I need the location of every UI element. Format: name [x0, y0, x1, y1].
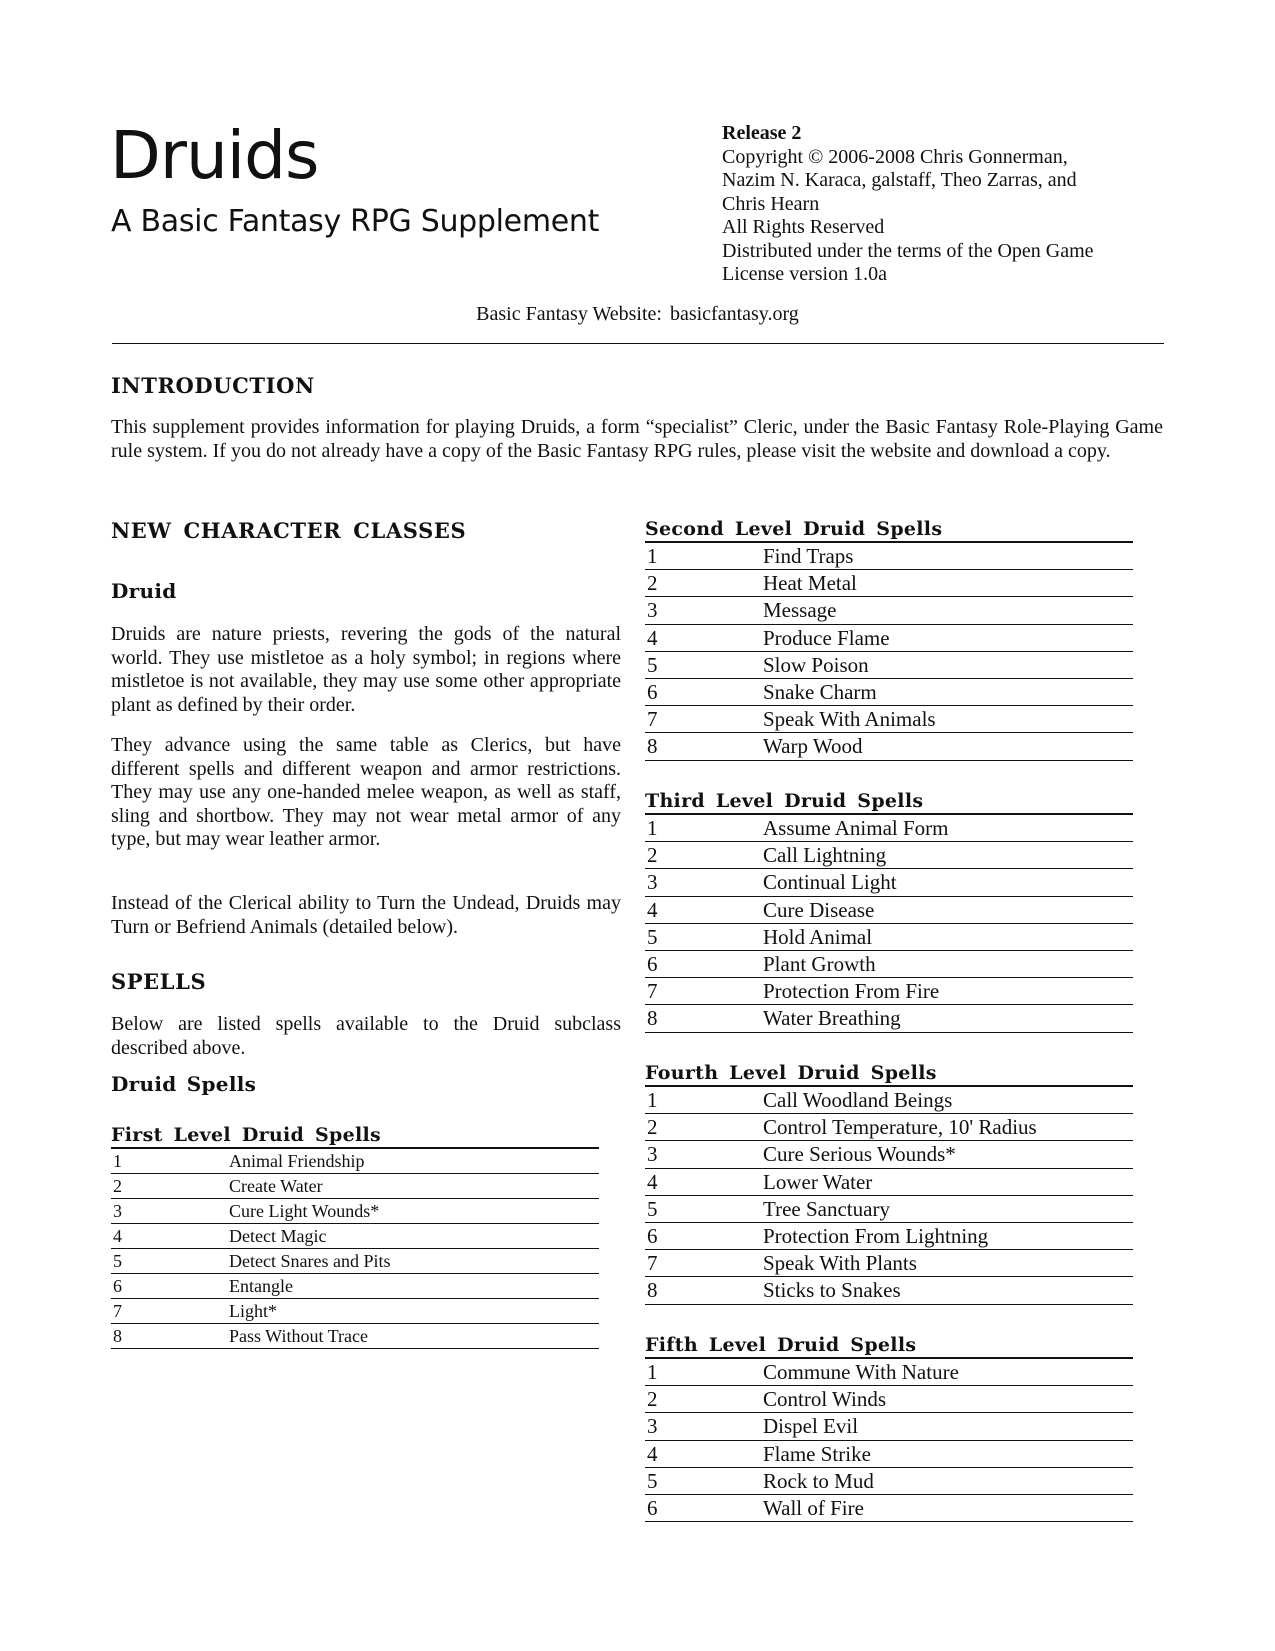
- spell-name: Sticks to Snakes: [763, 1278, 901, 1303]
- spell-name: Detect Magic: [229, 1226, 327, 1246]
- druid-turn-animals: Instead of the Clerical ability to Turn the Undead, Druids may Turn or Befriend Animals (detailed below).: [111, 892, 621, 938]
- copyright-line: License version 1.0a: [722, 263, 887, 285]
- spell-number: 2: [647, 843, 658, 868]
- table-row: [645, 1087, 1133, 1114]
- spell-number: 3: [647, 598, 658, 623]
- spell-name: Cure Serious Wounds*: [763, 1142, 956, 1167]
- spell-number: 3: [647, 870, 658, 895]
- spell-number: 5: [647, 652, 658, 677]
- spell-name: Light*: [229, 1301, 277, 1321]
- spell-number: 1: [647, 544, 658, 568]
- spell-name: Flame Strike: [763, 1441, 871, 1466]
- second-level-spells-table: [645, 518, 1133, 761]
- spell-number: 6: [647, 679, 658, 704]
- spell-number: 3: [647, 1414, 658, 1439]
- table-row: [645, 1495, 1133, 1522]
- spell-name: Call Woodland Beings: [763, 1088, 953, 1112]
- spell-name: Create Water: [229, 1176, 323, 1196]
- spells-heading: SPELLS: [111, 969, 207, 994]
- druid-description: Druids are nature priests, revering the gods of the natural world. They use mistletoe as a holy symbol; in regions where mistletoe is not available, they may use some other appropriate plant as defined by their order.: [111, 623, 621, 716]
- table-row: [645, 1223, 1133, 1250]
- druid-spells-heading: Druid Spells: [111, 1072, 257, 1096]
- copyright-line: Nazim N. Karaca, galstaff, Theo Zarras, and: [722, 169, 1077, 191]
- table-row: [645, 1413, 1133, 1440]
- document-title: Druids: [110, 117, 319, 194]
- spell-name: Tree Sanctuary: [763, 1196, 890, 1221]
- spell-number: 1: [647, 1088, 658, 1112]
- spell-name: Wall of Fire: [763, 1495, 864, 1520]
- table-row: [645, 679, 1133, 706]
- table-row: [645, 815, 1133, 842]
- druid-restrictions: They advance using the same table as Clerics, but have different spells and different weapon and armor restrictions. They may use any one-handed melee weapon, as well as staff, sling and shortbow. They may not wear metal armor of any type, but may wear leather armor.: [111, 734, 621, 850]
- spell-number: 8: [113, 1326, 122, 1346]
- table-row: [645, 570, 1133, 597]
- spell-number: 5: [113, 1251, 122, 1271]
- spell-number: 6: [647, 1495, 658, 1520]
- table-title: Second Level Druid Spells: [645, 518, 1133, 543]
- table-row: [111, 1174, 599, 1199]
- spell-name: Control Winds: [763, 1387, 887, 1412]
- table-row: [645, 1441, 1133, 1468]
- spell-number: 7: [647, 707, 658, 732]
- spell-number: 4: [647, 625, 658, 650]
- spell-name: Pass Without Trace: [229, 1326, 368, 1346]
- introduction-heading: INTRODUCTION: [111, 373, 315, 398]
- header-divider: [112, 343, 1164, 344]
- copyright-line: All Rights Reserved: [722, 216, 885, 238]
- spell-number: 1: [113, 1151, 122, 1171]
- spell-name: Plant Growth: [763, 951, 876, 976]
- table-row: [111, 1274, 599, 1299]
- table-row: [645, 706, 1133, 733]
- table-row: [645, 1359, 1133, 1386]
- spell-name: Find Traps: [763, 544, 854, 568]
- fourth-level-spells-table: [645, 1062, 1133, 1305]
- table-row: [645, 733, 1133, 760]
- table-row: [111, 1249, 599, 1274]
- table-title: Fifth Level Druid Spells: [645, 1334, 1133, 1359]
- table-row: [111, 1324, 599, 1349]
- spell-number: 7: [647, 979, 658, 1004]
- copyright-line: Chris Hearn: [722, 192, 820, 215]
- spell-name: Heat Metal: [763, 571, 857, 596]
- spell-number: 7: [647, 1251, 658, 1276]
- table-row: [645, 1468, 1133, 1495]
- release-label: Release 2: [722, 122, 802, 144]
- table-row: [645, 1196, 1133, 1223]
- table-row: [645, 1277, 1133, 1304]
- table-row: [111, 1199, 599, 1224]
- spell-number: 6: [647, 951, 658, 976]
- spell-number: 2: [647, 571, 658, 596]
- website-label: Basic Fantasy Website:: [476, 303, 662, 325]
- new-classes-heading: NEW CHARACTER CLASSES: [111, 518, 467, 543]
- table-row: [645, 597, 1133, 624]
- spell-number: 5: [647, 1196, 658, 1221]
- spell-name: Rock to Mud: [763, 1468, 874, 1493]
- spell-number: 2: [647, 1387, 658, 1412]
- table-row: [645, 897, 1133, 924]
- spell-name: Lower Water: [763, 1169, 873, 1194]
- table-row: [645, 625, 1133, 652]
- spell-number: 4: [647, 1441, 658, 1466]
- spell-name: Protection From Lightning: [763, 1223, 989, 1248]
- spell-name: Message: [763, 598, 837, 623]
- table-row: [645, 842, 1133, 869]
- table-row: [645, 1386, 1133, 1413]
- spell-number: 4: [113, 1226, 122, 1246]
- spell-name: Control Temperature, 10' Radius: [763, 1115, 1037, 1140]
- druid-heading: Druid: [111, 579, 177, 603]
- spell-name: Slow Poison: [763, 652, 869, 677]
- table-row: [645, 924, 1133, 951]
- table-row: [111, 1224, 599, 1249]
- table-row: [645, 1250, 1133, 1277]
- spell-name: Cure Light Wounds*: [229, 1201, 380, 1221]
- spell-number: 5: [647, 924, 658, 949]
- table-row: [111, 1149, 599, 1174]
- spell-name: Speak With Animals: [763, 707, 936, 732]
- spell-name: Warp Wood: [763, 734, 863, 759]
- fifth-level-spells-table: [645, 1334, 1133, 1522]
- spell-name: Snake Charm: [763, 679, 877, 704]
- spell-number: 8: [647, 1278, 658, 1303]
- spell-name: Cure Disease: [763, 897, 875, 922]
- spell-name: Water Breathing: [763, 1006, 901, 1031]
- table-title: First Level Druid Spells: [111, 1124, 599, 1149]
- table-row: [645, 1005, 1133, 1032]
- spell-number: 2: [113, 1176, 122, 1196]
- table-row: [645, 543, 1133, 570]
- spell-number: 6: [647, 1223, 658, 1248]
- spell-number: 2: [647, 1115, 658, 1140]
- spell-name: Speak With Plants: [763, 1251, 917, 1276]
- spell-name: Commune With Nature: [763, 1360, 959, 1384]
- spell-name: Produce Flame: [763, 625, 890, 650]
- spell-number: 4: [647, 1169, 658, 1194]
- spell-number: 8: [647, 1006, 658, 1031]
- spell-number: 4: [647, 897, 658, 922]
- table-title: Fourth Level Druid Spells: [645, 1062, 1133, 1087]
- spell-number: 1: [647, 816, 658, 840]
- spells-intro: Below are listed spells available to the Druid subclass described above.: [111, 1013, 621, 1059]
- spell-name: Entangle: [229, 1276, 293, 1296]
- table-row: [645, 652, 1133, 679]
- spell-name: Call Lightning: [763, 843, 887, 868]
- spell-name: Assume Animal Form: [763, 816, 949, 840]
- copyright-block: [722, 122, 1142, 287]
- table-row: [645, 869, 1133, 896]
- document-subtitle: A Basic Fantasy RPG Supplement: [111, 204, 600, 239]
- spell-number: 1: [647, 1360, 658, 1384]
- table-title: Third Level Druid Spells: [645, 790, 1133, 815]
- copyright-line: Copyright © 2006-2008 Chris Gonnerman,: [722, 145, 1068, 168]
- third-level-spells-table: [645, 790, 1133, 1033]
- spell-number: 3: [113, 1201, 122, 1221]
- website-line: [0, 302, 1275, 326]
- table-row: [111, 1299, 599, 1324]
- table-row: [645, 1169, 1133, 1196]
- spell-number: 6: [113, 1276, 122, 1296]
- spell-name: Dispel Evil: [763, 1414, 859, 1439]
- table-row: [645, 978, 1133, 1005]
- first-level-spells-table: [111, 1124, 599, 1349]
- table-row: [645, 1114, 1133, 1141]
- spell-number: 5: [647, 1468, 658, 1493]
- spell-name: Protection From Fire: [763, 979, 940, 1004]
- spell-name: Animal Friendship: [229, 1151, 365, 1171]
- website-link[interactable]: basicfantasy.org: [669, 303, 799, 325]
- copyright-line: Distributed under the terms of the Open Game: [722, 239, 1094, 262]
- spell-name: Continual Light: [763, 870, 897, 895]
- spell-name: Detect Snares and Pits: [229, 1251, 391, 1271]
- table-row: [645, 1141, 1133, 1168]
- spell-number: 3: [647, 1142, 658, 1167]
- spell-number: 8: [647, 734, 658, 759]
- spell-number: 7: [113, 1301, 122, 1321]
- introduction-text: This supplement provides information for playing Druids, a form “specialist” Cleric, under the Basic Fantasy Role-Playing Game rule system. If you do not already have a copy of the Basic Fantasy RPG rules, please visit the website and download a copy.: [111, 416, 1163, 462]
- spell-name: Hold Animal: [763, 924, 873, 949]
- table-row: [645, 951, 1133, 978]
